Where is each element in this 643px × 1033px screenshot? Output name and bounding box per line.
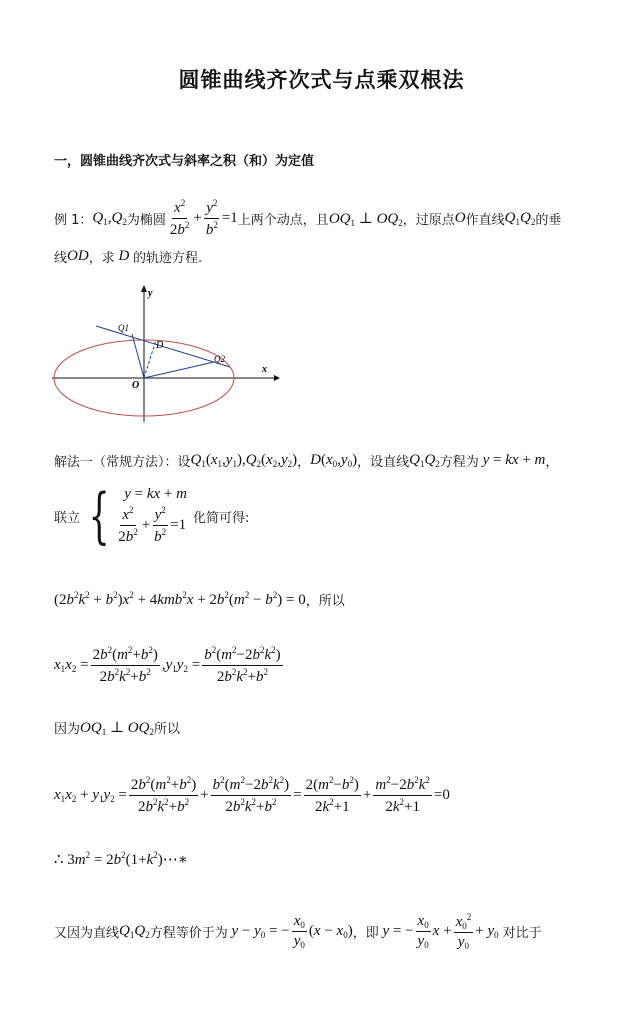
text-fragment: 上两个动点，且 xyxy=(237,213,329,229)
page-title: 圆锥曲线齐次式与点乘双根法 xyxy=(178,68,465,92)
label-origin: O xyxy=(132,380,140,391)
text-fragment: ，过原点 xyxy=(402,213,455,229)
therefore-line: ∴ $3m^2$ = $2b^2(1+k^2)\cdots∗$ xyxy=(54,850,188,868)
fraction: $\frac{x^2}{2b^2}$ xyxy=(169,198,190,239)
text-fragment: ，所以 xyxy=(305,594,345,609)
text-fragment: 方程为 xyxy=(439,455,479,470)
section-heading: 一，圆锥曲线齐次式与斜率之积（和）为定值 xyxy=(54,154,315,169)
text-fragment: 化简可得: xyxy=(192,510,250,526)
text-fragment: 对比于 xyxy=(502,926,542,942)
left-brace: { xyxy=(88,481,110,552)
text-fragment: ，设直线 xyxy=(357,455,410,470)
text-fragment: 又因为直线 xyxy=(54,926,120,942)
text-fragment: ，即 xyxy=(352,926,379,942)
text-fragment: 作直线 xyxy=(465,213,505,229)
segment-od xyxy=(144,340,156,378)
text-fragment: 方程等价于为 xyxy=(149,926,228,942)
because-line: 因为 $OQ_1$ ⊥ $OQ_2$ 所以 xyxy=(54,720,180,737)
vieta-line: $x_1x_2$ = $\frac{2b^2(m^2+b^2)}{2b^2k^2+b^2}$ $,y_1y_2$ = $\frac{b^2(m^2-2b^2k^2)}{2b^2k^2+b^2}$ xyxy=(54,645,281,686)
ellipse-figure xyxy=(52,282,282,432)
text-fragment: 的垂 xyxy=(535,213,562,229)
text-fragment: 解法一（常规方法）：设 xyxy=(54,455,191,470)
text-fragment: 为椭圆 xyxy=(126,213,166,229)
text-fragment: 因为 xyxy=(54,722,81,737)
segment-oq2 xyxy=(144,362,214,378)
label-q2: Q2 xyxy=(214,354,225,364)
text-fragment: 所以 xyxy=(153,722,180,737)
example-label: 例 1： xyxy=(54,213,93,229)
math-q1q2: $Q_1,Q_2$ xyxy=(92,210,127,228)
dot-product-line: $x_1x_2 + y_1y_2$ = $\frac{2b^2(m^2+b^2)}{2b^2k^2+b^2}$ + $\frac{b^2(m^2-2b^2k^2)}{2b^2k^2+b^2}$ = $\frac{2(m^2-b^2)}{2k^2+1}$ + $\frac{m^2-2b^2k^2}{2k^2+1}$ =0 xyxy=(54,775,450,816)
label-q1: Q1 xyxy=(118,323,129,333)
text-fragment: 的轨迹方程. xyxy=(133,251,203,266)
x-axis-arrow xyxy=(274,375,280,381)
text-fragment: ，求 xyxy=(88,251,115,266)
also-line: 又因为直线 $Q_1Q_2$ 方程等价于为 $y - y_0$ = − $\frac{x_0}{y_0}$ $(x - x_0)$ ，即 y = − $\frac{x_0}{y_0}$ x + $\frac{x_0^2}{y_0}$ + $y_0$ 对比于 xyxy=(54,912,542,952)
y-axis-arrow xyxy=(141,285,147,292)
text-fragment: 联立 xyxy=(54,510,81,526)
text-fragment: 线 xyxy=(54,251,68,266)
system-line: 联立 { y = kx + m $\frac{x^2}{2b^2}$ + $\frac{y^2}{b^2}$ =1 化简可得: xyxy=(54,481,250,552)
solution-intro: 解法一（常规方法）：设 $Q_1(x_1,y_1),Q_2(x_2,y_2)$ ， $D(x_0,y_0)$ ，设直线 $Q_1Q_2$ 方程为 y = kx + m ， xyxy=(54,452,559,470)
quadratic-line: $(2b^2k^2 + b^2)x^2 + 4kmb^2x + 2b^2(m^2 - b^2) = 0$ ，所以 xyxy=(54,590,345,609)
math-perp: $OQ_1$ ⊥ $OQ_2$ xyxy=(328,211,403,229)
label-y: y xyxy=(148,288,153,299)
example-line-2: 线 OD ，求 D 的轨迹方程. xyxy=(54,248,203,266)
label-x: x xyxy=(262,364,267,375)
label-d: D xyxy=(156,340,164,351)
example-line-1: 例 1： $Q_1,Q_2$ 为椭圆 $\frac{x^2}{2b^2}$ + $\frac{y^2}{b^2}$ =1 上两个动点，且 $OQ_1$ ⊥ $OQ_2$ ，过原点 O 作直线 $Q_1Q_2$ 的垂 xyxy=(54,198,562,239)
fraction: $\frac{y^2}{b^2}$ xyxy=(205,198,218,239)
